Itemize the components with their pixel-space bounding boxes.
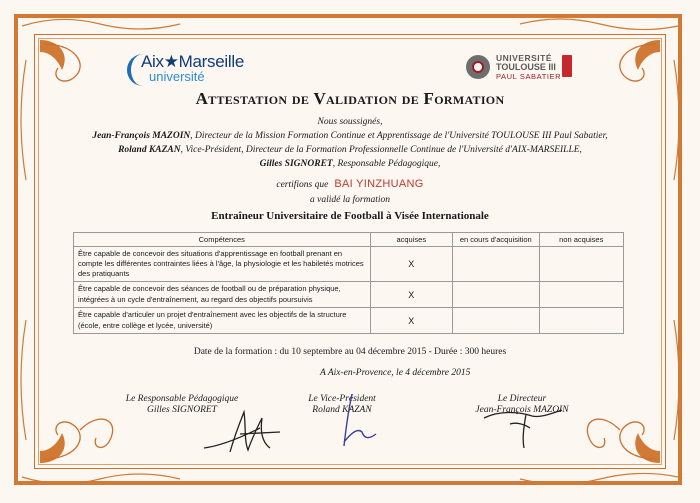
signature-role: Le Directeur [497,394,547,404]
signature-name: Jean-François MAZOIN [475,405,569,416]
signatory-2-name: Roland KAZAN [118,145,181,155]
ut3-emblem-icon [466,55,490,79]
ut3-logo-line1: UNIVERSITÉ [496,53,553,63]
table-row [74,247,624,282]
non-acquises-mark [539,308,623,334]
non-acquises-mark [539,247,623,282]
intro-line: Nous soussignés, [317,117,383,127]
acquises-mark: X [370,282,452,308]
signatory-line-3 [0,159,700,169]
col-header-competences: Compétences [74,233,371,247]
signatory-3-name: Gilles SIGNORET [259,159,333,169]
validated-label: a validé la formation [310,195,390,205]
handwritten-signature-3 [480,396,570,450]
competence-text: Être capable de concevoir des situations d'apprentissage en football prenant en compte les différentes contraintes liées à l'âge, la physiologie et les habiletés motrices des pratiquants [74,247,371,282]
signatory-1-name: Jean-François MAZOIN [92,131,191,141]
certificate-title: Attestation de Validation de Formation [195,89,505,108]
signatory-1-role: , Directeur de la Mission Formation Continue et Apprentissage de l'Université TOULOUSE III Paul Sabatier, [190,131,608,141]
signatory-2-role: , Vice-Président, Directeur de la Formation Professionnelle Continue de l'Université d'AIX-MARSEILLE, [180,145,582,155]
en-cours-mark [453,282,540,308]
signatory-line-1 [0,131,700,141]
red-seal-icon [562,55,572,77]
signatory-line-2 [0,145,700,155]
ut3-logo-line3: PAUL SABATIER [496,72,562,81]
formation-dates: Date de la formation : du 10 septembre au 04 décembre 2015 - Durée : 300 heures [193,347,507,357]
competence-text: Être capable de concevoir des séances de football ou de préparation physique, intégrées à un cycle d'entraînement, au regard des objectifs poursuivis [74,282,371,308]
competence-text: Être capable d'articuler un projet d'entraînement avec les objectifs de la structure (école, entre collège et lycée, université) [74,308,371,334]
signature-role: Le Vice-Président [308,394,376,404]
handwritten-signature-1 [200,408,290,456]
signature-name: Gilles SIGNORET [147,405,217,416]
recipient-name: BAI YINZHUANG [334,178,424,190]
acquises-mark: X [370,308,452,334]
handwritten-signature-2 [318,392,388,452]
certify-label: certifions que [276,180,329,190]
non-acquises-mark [539,282,623,308]
formation-name: Entraîneur Universitaire de Football à Visée Internationale [211,210,489,222]
signature-name: Roland KAZAN [312,405,372,416]
amu-logo-subtitle: université [149,69,205,84]
signatory-3-role: , Responsable Pédagogique, [332,159,441,169]
amu-logo-name: Aix★Marseille [141,52,244,71]
en-cours-mark [453,247,540,282]
table-row [74,282,624,308]
ut3-logo-line2: TOULOUSE III [496,62,556,72]
place-and-date: A Aix-en-Provence, le 4 décembre 2015 [320,368,471,378]
table-row [74,308,624,334]
acquises-mark: X [370,247,452,282]
en-cours-mark [453,308,540,334]
certify-line [0,178,700,190]
col-header-non-acquises: non acquises [539,233,623,247]
ut3-logo [466,53,576,85]
col-header-acquises: acquises [370,233,452,247]
competences-table [73,232,624,334]
signature-role: Le Responsable Pédagogique [125,394,239,404]
col-header-en-cours: en cours d'acquisition [453,233,540,247]
table-header-row [74,233,624,247]
